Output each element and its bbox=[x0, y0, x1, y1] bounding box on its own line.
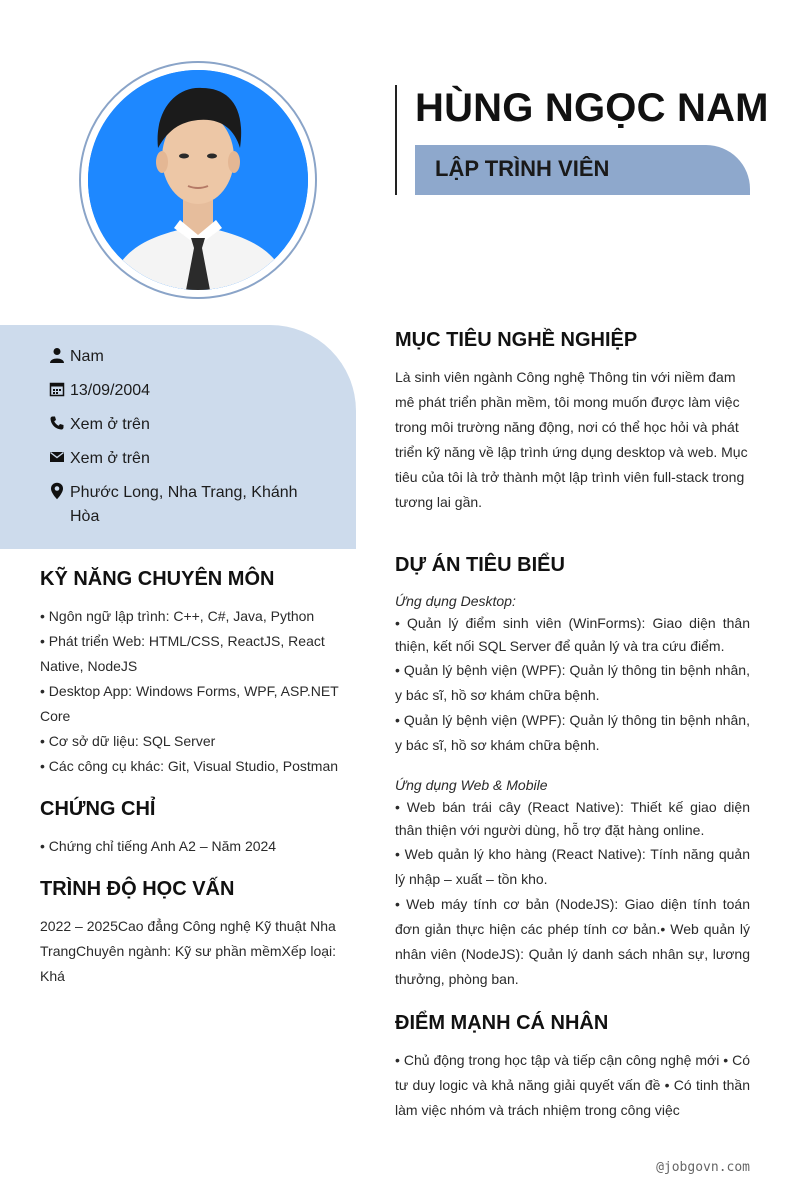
list-item: • Quản lý bệnh viện (WPF): Quản lý thông tin bệnh nhân, y bác sĩ, hồ sơ khám chữa bệnh. bbox=[395, 662, 750, 703]
list-item: • Ngôn ngữ lập trình: C++, C#, Java, Python bbox=[40, 608, 315, 624]
list-item: • Phát triển Web: HTML/CSS, ReactJS, React Native, NodeJS bbox=[40, 633, 325, 674]
job-title: LẬP TRÌNH VIÊN bbox=[435, 156, 610, 181]
list-item: • Chứng chỉ tiếng Anh A2 – Năm 2024 bbox=[40, 838, 277, 854]
projects-heading: DỰ ÁN TIÊU BIỂU bbox=[395, 554, 565, 576]
skills-heading: KỸ NĂNG CHUYÊN MÔN bbox=[40, 568, 275, 590]
certificates-heading: CHỨNG CHỈ bbox=[40, 798, 156, 820]
header-divider bbox=[395, 85, 397, 195]
candidate-name: HÙNG NGỌC NAM bbox=[415, 86, 769, 130]
user-icon bbox=[44, 345, 70, 365]
job-title-bar bbox=[415, 145, 750, 195]
location-pin-icon bbox=[44, 481, 70, 501]
watermark: @jobgovn.com bbox=[656, 1160, 750, 1175]
calendar-icon bbox=[44, 379, 70, 399]
mail-icon bbox=[44, 447, 70, 467]
certificates-list bbox=[40, 834, 340, 859]
projects-web-list bbox=[395, 796, 750, 992]
projects-desktop-label: Ứng dụng Desktop: bbox=[395, 593, 516, 609]
projects-desktop-list bbox=[395, 612, 750, 758]
contact-gender: Nam bbox=[44, 345, 104, 369]
strengths-text: • Chủ động trong học tập và tiếp cận công nghệ mới • Có tư duy logic và khả năng giải quyết vấn đề • Có tinh thần làm việc nhóm và trách nhiệm trong công việc bbox=[395, 1052, 750, 1118]
projects-web-label: Ứng dụng Web & Mobile bbox=[395, 777, 548, 793]
education-heading: TRÌNH ĐỘ HỌC VẤN bbox=[40, 878, 235, 900]
education-text: 2022 – 2025Cao đẳng Công nghệ Kỹ thuật Nha TrangChuyên ngành: Kỹ sư phần mềmXếp loại: Khá bbox=[40, 918, 337, 984]
contact-address: Phước Long, Nha Trang, Khánh Hòa bbox=[44, 481, 310, 529]
skills-list bbox=[40, 604, 340, 779]
strengths-heading: ĐIỂM MẠNH CÁ NHÂN bbox=[395, 1012, 609, 1034]
phone-icon bbox=[44, 413, 70, 433]
list-item: • Các công cụ khác: Git, Visual Studio, Postman bbox=[40, 758, 339, 774]
avatar bbox=[88, 70, 308, 290]
objective-heading: MỤC TIÊU NGHỀ NGHIỆP bbox=[395, 329, 638, 351]
list-item: • Desktop App: Windows Forms, WPF, ASP.NET Core bbox=[40, 683, 339, 724]
list-item: • Web bán trái cây (React Native): Thiết kế giao diện thân thiện với người dùng, hỗ trợ đặt hàng online. bbox=[395, 799, 750, 838]
list-item: • Cơ sở dữ liệu: SQL Server bbox=[40, 733, 216, 749]
list-item: • Web máy tính cơ bản (NodeJS): Giao diện tính toán đơn giản thực hiện các phép tính cơ bản.• Web quản lý nhân viên (NodeJS): Quản lý danh sách nhân sự, lương thưởng, phòng ban. bbox=[395, 896, 750, 987]
contact-email: Xem ở trên bbox=[44, 447, 150, 471]
list-item: • Web quản lý kho hàng (React Native): Tính năng quản lý nhập – xuất – tồn kho. bbox=[395, 846, 750, 887]
list-item: • Quản lý bệnh viện (WPF): Quản lý thông tin bệnh nhân, y bác sĩ, hồ sơ khám chữa bệnh. bbox=[395, 712, 750, 753]
avatar-illustration bbox=[88, 70, 308, 290]
objective-text: Là sinh viên ngành Công nghệ Thông tin với niềm đam mê phát triển phần mềm, tôi mong muốn được làm việc trong môi trường năng động, nơi có thể học hỏi và phát triển kỹ năng về lập trình ứng dụng desktop và web. Mục tiêu của tôi là trở thành một lập trình viên full-stack trong tương lai gần. bbox=[395, 369, 748, 510]
contact-birthday: 13/09/2004 bbox=[44, 379, 150, 403]
list-item: • Quản lý điểm sinh viên (WinForms): Giao diện thân thiện, kết nối SQL Server để quản lý và tra cứu điểm. bbox=[395, 615, 750, 654]
contact-phone: Xem ở trên bbox=[44, 413, 150, 437]
